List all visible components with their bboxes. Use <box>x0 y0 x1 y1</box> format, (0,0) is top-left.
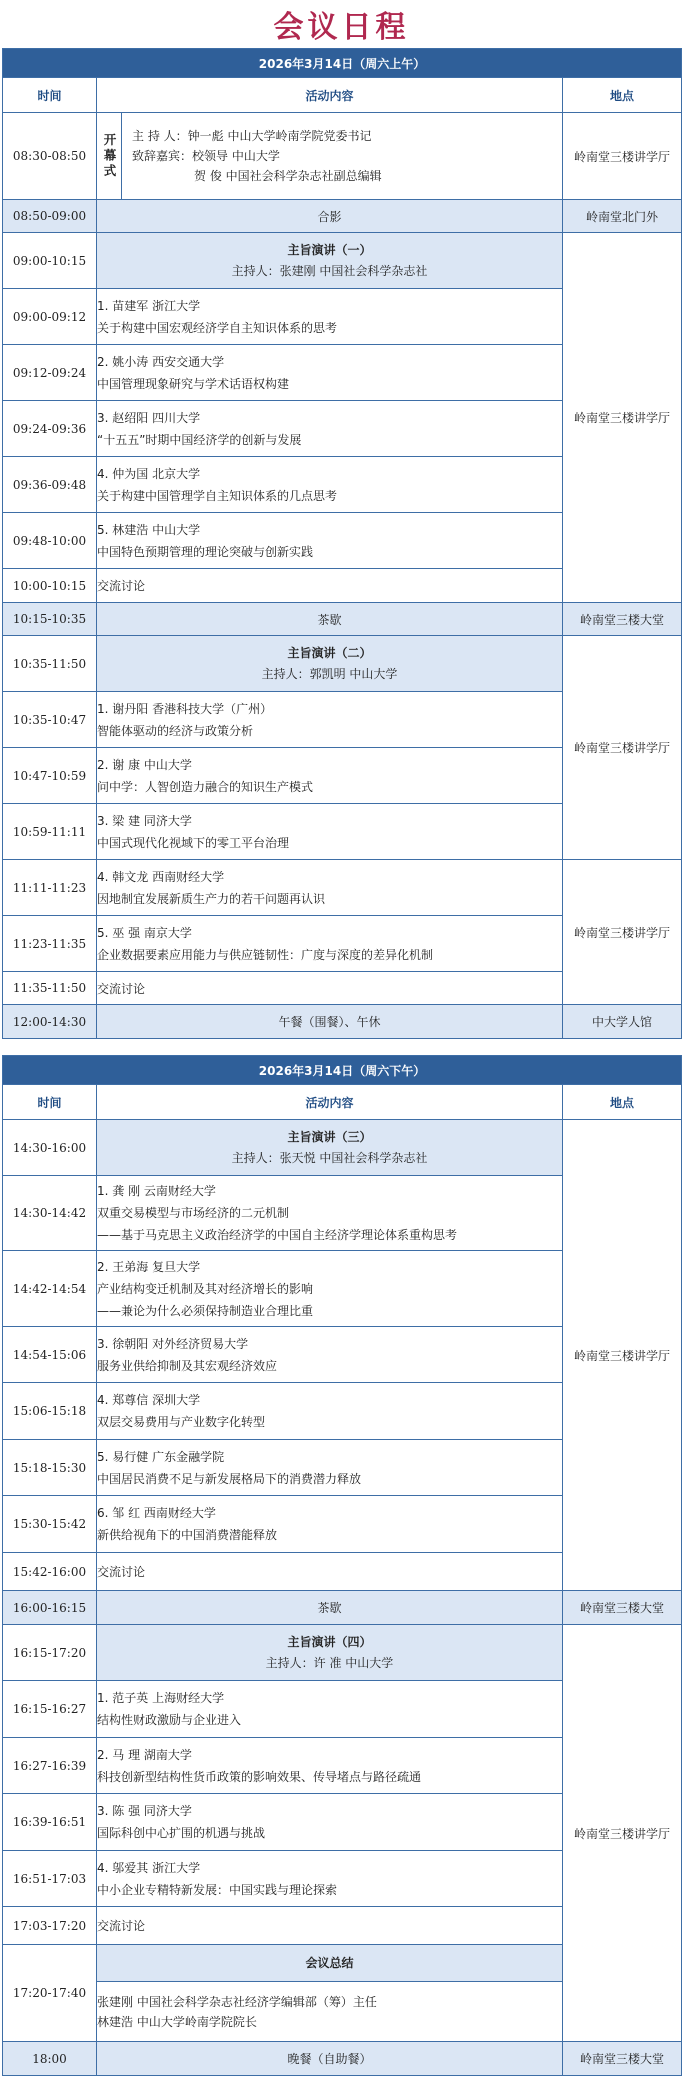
time-cell: 09:36-09:48 <box>3 457 97 513</box>
lunch-row <box>3 1005 682 1039</box>
header-content: 活动内容 <box>97 1085 563 1120</box>
opening-speech-1: 致辞嘉宾：校领导 中山大学 <box>132 149 280 163</box>
talk-topic: 新供给视角下的中国消费潜能释放 <box>97 1528 278 1542</box>
location-cell: 岭南堂三楼讲学厅 <box>563 233 682 603</box>
talk-speaker: 2. 王弟海 复旦大学 <box>97 1259 201 1274</box>
keynote-title: 主旨演讲（四） <box>287 1634 372 1649</box>
talk-topic: 因地制宜发展新质生产力的若干问题再认识 <box>97 891 326 906</box>
time-cell: 16:00-16:15 <box>3 1591 97 1625</box>
time-cell: 09:24-09:36 <box>3 401 97 457</box>
content-cell: 茶歇 <box>97 1591 563 1625</box>
location-cell: 岭南堂三楼讲学厅 <box>563 1120 682 1591</box>
talk-topic: 关于构建中国管理学自主知识体系的几点思考 <box>97 488 338 503</box>
time-cell: 10:35-10:47 <box>3 692 97 748</box>
talk-topic: 双层交易费用与产业数字化转型 <box>97 1415 266 1429</box>
talk-speaker: 5. 林建浩 中山大学 <box>97 522 201 537</box>
keynote-2-row <box>3 636 682 692</box>
time-cell: 08:30-08:50 <box>3 113 97 200</box>
talk-topic: 服务业供给抑制及其宏观经济效应 <box>97 1358 278 1373</box>
photo-row <box>3 200 682 233</box>
talk-speaker: 3. 赵绍阳 四川大学 <box>97 410 201 425</box>
time-cell: 11:11-11:23 <box>3 860 97 916</box>
opening-row <box>3 113 682 200</box>
tea-break-row <box>3 603 682 636</box>
header-time: 时间 <box>3 78 97 113</box>
time-cell: 18:00 <box>3 2042 97 2076</box>
talk-speaker: 1. 龚 刚 云南财经大学 <box>97 1184 216 1198</box>
opening-speech-2: 贺 俊 中国社会科学杂志社副总编辑 <box>194 169 382 183</box>
day-banner-pm <box>3 1056 682 1085</box>
talk-topic: 关于构建中国宏观经济学自主知识体系的思考 <box>97 320 338 335</box>
time-cell: 12:00-14:30 <box>3 1005 97 1039</box>
day-title: 2026年3月14日（周六下午） <box>3 1056 682 1085</box>
talk-topic: 双重交易模型与市场经济的二元机制 <box>97 1206 290 1220</box>
keynote-host: 主持人：张建刚 中国社会科学杂志社 <box>231 263 428 278</box>
talk-topic: 科技创新型结构性货币政策的影响效果、传导堵点与路径疏通 <box>97 1769 422 1784</box>
time-cell: 16:39-16:51 <box>3 1794 97 1851</box>
header-row <box>3 1085 682 1120</box>
talk-topic: 产业结构变迁机制及其对经济增长的影响 <box>97 1281 314 1296</box>
location-cell: 岭南堂三楼讲学厅 <box>563 1625 682 2042</box>
opening-host: 主 持 人：钟一彪 中山大学岭南学院党委书记 <box>132 129 372 143</box>
talk-topic: “十五五”时期中国经济学的创新与发展 <box>97 432 302 447</box>
talk-speaker: 3. 徐朝阳 对外经济贸易大学 <box>97 1336 249 1351</box>
time-cell: 17:20-17:40 <box>3 1945 97 2042</box>
discussion-label: 交流讨论 <box>97 569 563 603</box>
location-cell: 岭南堂三楼讲学厅 <box>563 636 682 860</box>
discussion-label: 交流讨论 <box>97 1907 563 1945</box>
header-content: 活动内容 <box>97 78 563 113</box>
location-cell: 岭南堂三楼大堂 <box>563 1591 682 1625</box>
summary-line-1: 张建刚 中国社会科学杂志社经济学编辑部（筹）主任 <box>97 1994 377 2009</box>
talk-topic: 中国居民消费不足与新发展格局下的消费潜力释放 <box>97 1471 362 1486</box>
location-cell: 岭南堂北门外 <box>563 200 682 233</box>
time-cell: 16:15-16:27 <box>3 1681 97 1738</box>
talk-speaker: 1. 范子英 上海财经大学 <box>97 1691 225 1705</box>
talk-speaker: 5. 易行健 广东金融学院 <box>97 1449 225 1464</box>
talk-speaker: 4. 郑尊信 深圳大学 <box>97 1393 201 1407</box>
time-cell: 15:06-15:18 <box>3 1383 97 1440</box>
talk-subtopic: ——兼论为什么必须保持制造业合理比重 <box>97 1303 314 1318</box>
time-cell: 16:51-17:03 <box>3 1851 97 1907</box>
tea-break-row <box>3 1591 682 1625</box>
location-cell: 岭南堂三楼大堂 <box>563 2042 682 2076</box>
time-cell: 14:30-16:00 <box>3 1120 97 1176</box>
talk-topic: 中小企业专精特新发展：中国实践与理论探索 <box>97 1882 338 1897</box>
time-cell: 09:12-09:24 <box>3 345 97 401</box>
keynote-title: 主旨演讲（二） <box>287 645 372 660</box>
header-time: 时间 <box>3 1085 97 1120</box>
talk-speaker: 3. 梁 建 同济大学 <box>97 813 192 828</box>
header-location: 地点 <box>563 1085 682 1120</box>
time-cell: 10:00-10:15 <box>3 569 97 603</box>
afternoon-schedule-table <box>2 1055 682 2076</box>
discussion-label: 交流讨论 <box>97 972 563 1005</box>
talk-speaker: 4. 韩文龙 西南财经大学 <box>97 869 225 884</box>
keynote-title: 主旨演讲（三） <box>287 1129 372 1144</box>
talk-speaker: 2. 谢 康 中山大学 <box>97 757 192 772</box>
talk-topic: 企业数据要素应用能力与供应链韧性：广度与深度的差异化机制 <box>97 947 434 962</box>
discussion-label: 交流讨论 <box>97 1553 563 1591</box>
day-banner-am <box>3 49 682 78</box>
header-location: 地点 <box>563 78 682 113</box>
time-cell: 08:50-09:00 <box>3 200 97 233</box>
summary-title: 会议总结 <box>305 1955 354 1970</box>
time-cell: 10:47-10:59 <box>3 748 97 804</box>
talk-row <box>3 860 682 916</box>
keynote-title: 主旨演讲（一） <box>287 242 372 257</box>
talk-speaker: 1. 苗建军 浙江大学 <box>97 298 201 313</box>
keynote-3-row <box>3 1120 682 1176</box>
time-cell: 15:18-15:30 <box>3 1440 97 1496</box>
keynote-host: 主持人：张天悦 中国社会科学杂志社 <box>231 1150 428 1165</box>
talk-speaker: 4. 邬爱其 浙江大学 <box>97 1860 201 1875</box>
time-cell: 16:27-16:39 <box>3 1738 97 1794</box>
location-cell: 岭南堂三楼大堂 <box>563 603 682 636</box>
talk-topic: 结构性财政激励与企业进入 <box>97 1713 242 1727</box>
time-cell: 09:00-09:12 <box>3 289 97 345</box>
time-cell: 11:23-11:35 <box>3 916 97 972</box>
talk-topic: 问中学：人智创造力融合的知识生产模式 <box>97 779 314 794</box>
time-cell: 10:15-10:35 <box>3 603 97 636</box>
talk-subtopic: ——基于马克思主义政治经济学的中国自主经济学理论体系重构思考 <box>97 1228 458 1242</box>
talk-topic: 中国特色预期管理的理论突破与创新实践 <box>97 544 314 559</box>
location-cell: 岭南堂三楼讲学厅 <box>563 113 682 200</box>
keynote-4-row <box>3 1625 682 1681</box>
location-cell: 中大学人馆 <box>563 1005 682 1039</box>
time-cell: 14:54-15:06 <box>3 1327 97 1383</box>
talk-speaker: 3. 陈 强 同济大学 <box>97 1804 192 1818</box>
talk-speaker: 6. 邹 红 西南财经大学 <box>97 1506 216 1520</box>
dinner-row <box>3 2042 682 2076</box>
content-cell: 午餐（围餐）、午休 <box>97 1005 563 1039</box>
time-cell: 09:48-10:00 <box>3 513 97 569</box>
talk-topic: 国际科创中心扩围的机遇与挑战 <box>97 1826 266 1840</box>
keynote-1-row <box>3 233 682 289</box>
keynote-host: 主持人：郭凯明 中山大学 <box>261 666 398 681</box>
summary-line-2: 林建浩 中山大学岭南学院院长 <box>97 2014 257 2029</box>
talk-topic: 中国管理现象研究与学术话语权构建 <box>97 376 290 391</box>
talk-topic: 智能体驱动的经济与政策分析 <box>97 723 254 738</box>
talk-speaker: 2. 姚小涛 西安交通大学 <box>97 354 225 369</box>
time-cell: 14:42-14:54 <box>3 1251 97 1327</box>
time-cell: 09:00-10:15 <box>3 233 97 289</box>
keynote-host: 主持人：许 准 中山大学 <box>265 1655 394 1670</box>
talk-topic: 中国式现代化视域下的零工平台治理 <box>97 835 290 850</box>
talk-speaker: 1. 谢丹阳 香港科技大学（广州） <box>97 701 273 716</box>
page-title: 会议日程 <box>273 10 410 45</box>
time-cell: 16:15-17:20 <box>3 1625 97 1681</box>
time-cell: 10:59-11:11 <box>3 804 97 860</box>
morning-schedule-table <box>2 48 682 1039</box>
time-cell: 15:30-15:42 <box>3 1496 97 1553</box>
content-cell: 合影 <box>97 200 563 233</box>
time-cell: 10:35-11:50 <box>3 636 97 692</box>
header-row <box>3 78 682 113</box>
opening-label: 开幕式 <box>97 113 122 199</box>
location-cell: 岭南堂三楼讲学厅 <box>563 860 682 1005</box>
day-title: 2026年3月14日（周六上午） <box>3 49 682 78</box>
time-cell: 11:35-11:50 <box>3 972 97 1005</box>
time-cell: 14:30-14:42 <box>3 1176 97 1251</box>
content-cell: 晚餐（自助餐） <box>97 2042 563 2076</box>
talk-speaker: 5. 巫 强 南京大学 <box>97 925 192 940</box>
time-cell: 15:42-16:00 <box>3 1553 97 1591</box>
talk-speaker: 2. 马 理 湖南大学 <box>97 1747 192 1762</box>
time-cell: 17:03-17:20 <box>3 1907 97 1945</box>
content-cell: 茶歇 <box>97 603 563 636</box>
talk-speaker: 4. 仲为国 北京大学 <box>97 466 201 481</box>
